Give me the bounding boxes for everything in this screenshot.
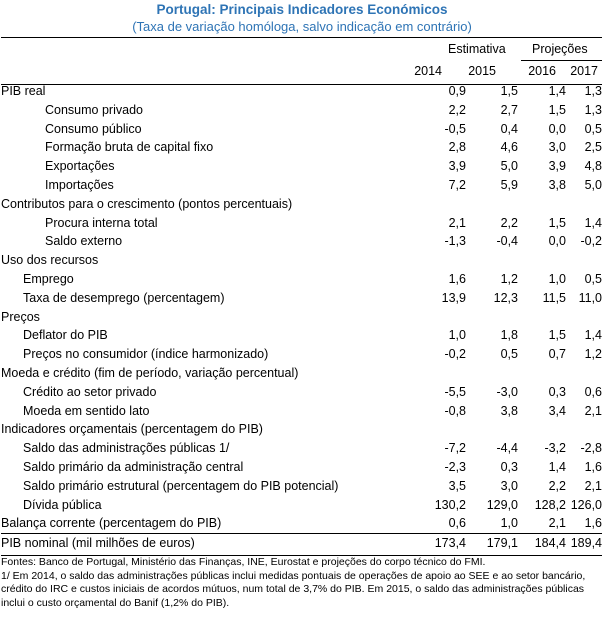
value-2015: -3,0 <box>496 384 518 399</box>
indicators-table <box>1 82 602 553</box>
value-2016: 0,0 <box>548 234 566 249</box>
footnote-sources: Fontes: Banco de Portugal, Ministério das Finanças, INE, Eurostat e projeções do corpo técnico do FMI. <box>1 556 486 568</box>
year-2016: 2016 <box>528 64 556 78</box>
value-2017: -2,8 <box>580 441 602 456</box>
value-2014: -7,2 <box>444 441 466 456</box>
year-2017: 2017 <box>570 64 598 78</box>
value-2015 <box>466 251 518 270</box>
value-2015: 2,2 <box>500 215 518 230</box>
row-label-text: Saldo primário da administração central <box>23 459 244 474</box>
value-2016: 184,4 <box>518 534 566 553</box>
value-2017: 11,0 <box>578 290 602 305</box>
row-label-text: Preços no consumidor (índice harmonizado) <box>23 347 269 362</box>
value-2017: 1,4 <box>584 328 602 343</box>
value-2014: -2,3 <box>444 459 466 474</box>
value-2014: 7,2 <box>448 177 466 192</box>
value-2014: 0,6 <box>448 516 466 531</box>
value-2017 <box>566 364 602 383</box>
value-2017: 126,0 <box>570 497 602 512</box>
value-2017 <box>566 420 602 439</box>
row-label-text: Importações <box>45 177 114 192</box>
row-label-text: Uso dos recursos <box>1 253 99 268</box>
value-2016 <box>518 195 566 214</box>
row-label-text: Formação bruta de capital fixo <box>45 140 214 155</box>
table-row <box>1 308 602 327</box>
row-label <box>1 120 424 139</box>
row-label-text: Consumo público <box>45 121 142 136</box>
value-2017: 189,4 <box>566 534 602 553</box>
value-2016: 1,0 <box>548 271 566 286</box>
row-label <box>1 176 424 195</box>
value-2015: 0,5 <box>500 347 518 362</box>
value-2016: 3,9 <box>548 159 566 174</box>
value-2015: 3,0 <box>500 478 518 493</box>
value-2017: 2,1 <box>584 478 602 493</box>
value-2017: 1,6 <box>584 516 602 531</box>
value-2014: 2,2 <box>448 102 466 117</box>
value-2014: 2,8 <box>448 140 466 155</box>
row-label-text: Dívida pública <box>23 497 102 512</box>
value-2014: -1,3 <box>444 234 466 249</box>
table-row <box>1 82 602 101</box>
value-2015 <box>466 364 518 383</box>
table-row <box>1 270 602 289</box>
value-2014: -0,5 <box>444 121 466 136</box>
value-2017: 1,4 <box>584 215 602 230</box>
value-2014: 13,9 <box>441 290 466 305</box>
value-2016 <box>518 251 566 270</box>
value-2014: 1,6 <box>448 271 466 286</box>
value-2017 <box>566 308 602 327</box>
footnotes <box>1 556 601 610</box>
value-2016: 3,0 <box>548 140 566 155</box>
row-label <box>1 157 424 176</box>
row-label <box>1 270 424 289</box>
value-2016: 1,5 <box>548 102 566 117</box>
table-row <box>1 120 602 139</box>
value-2016: 1,5 <box>548 328 566 343</box>
row-label-text: Deflator do PIB <box>23 328 108 343</box>
value-2015 <box>466 308 518 327</box>
table-row <box>1 477 602 496</box>
table-row <box>1 251 602 270</box>
value-2016: 2,2 <box>548 478 566 493</box>
footnote-1: 1/ Em 2014, o saldo das administrações públicas inclui medidas pontuais de operações de apoio ao SEE e ao setor bancário, crédito do IRC e custos iniciais de acordos mútuos, num total de 3,7% do PIB. Em 2015, o saldo das administrações públicas inclui o custo orçamental do Banif (1,2% do PIB). <box>1 569 586 609</box>
row-label <box>1 420 424 439</box>
value-2016: 1,4 <box>548 84 566 98</box>
row-label-text: Indicadores orçamentais (percentagem do PIB) <box>1 422 263 437</box>
value-2014 <box>424 308 466 327</box>
row-label <box>1 214 424 233</box>
row-label <box>1 232 424 251</box>
table-row <box>1 534 602 553</box>
value-2015: 3,8 <box>500 403 518 418</box>
value-2017: 2,5 <box>584 140 602 155</box>
table-row <box>1 289 602 308</box>
value-2014: 1,0 <box>448 328 466 343</box>
row-label <box>1 82 424 101</box>
value-2014: 0,9 <box>448 84 466 98</box>
table-row <box>1 345 602 364</box>
row-label-text: PIB nominal (mil milhões de euros) <box>1 536 195 551</box>
value-2014: -5,5 <box>444 384 466 399</box>
value-2017: 2,1 <box>584 403 602 418</box>
value-2014: 130,2 <box>434 497 466 512</box>
value-2017: 5,0 <box>584 177 602 192</box>
row-label-text: Moeda em sentido lato <box>23 403 150 418</box>
header-projecoes: Projeções <box>532 42 588 56</box>
table-row <box>1 232 602 251</box>
row-label-text: Procura interna total <box>45 215 158 230</box>
table-row <box>1 101 602 120</box>
row-label <box>1 514 424 533</box>
row-label <box>1 496 424 515</box>
row-label <box>1 477 424 496</box>
table-row <box>1 439 602 458</box>
table-row <box>1 326 602 345</box>
row-label-text: Contributos para o crescimento (pontos percentuais) <box>1 196 293 211</box>
value-2017: -0,2 <box>580 234 602 249</box>
value-2014: 173,4 <box>424 534 466 553</box>
row-label-text: Saldo das administrações públicas 1/ <box>23 441 230 456</box>
value-2014: 2,1 <box>448 215 466 230</box>
row-label <box>1 364 424 383</box>
header-estimativa: Estimativa <box>448 42 506 56</box>
value-2017 <box>566 195 602 214</box>
value-2014: -0,8 <box>444 403 466 418</box>
value-2015: 5,0 <box>500 159 518 174</box>
row-label-text: Emprego <box>23 271 74 286</box>
value-2016: 1,5 <box>548 215 566 230</box>
row-label-text: PIB real <box>1 84 46 98</box>
value-2014 <box>424 420 466 439</box>
row-label <box>1 345 424 364</box>
row-label-text: Moeda e crédito (fim de período, variação percentual) <box>1 365 299 380</box>
value-2017: 1,3 <box>584 102 602 117</box>
row-label <box>1 402 424 421</box>
value-2016: 11,5 <box>542 290 566 305</box>
value-2016: -3,2 <box>544 441 566 456</box>
row-label <box>1 383 424 402</box>
value-2015 <box>466 420 518 439</box>
row-label-text: Exportações <box>45 159 115 174</box>
value-2016 <box>518 364 566 383</box>
value-2015: 1,2 <box>500 271 518 286</box>
table-row <box>1 383 602 402</box>
row-label <box>1 458 424 477</box>
value-2015: 0,3 <box>500 459 518 474</box>
table-row <box>1 402 602 421</box>
table-subtitle: (Taxa de variação homóloga, salvo indicação em contrário) <box>132 19 472 34</box>
value-2014: 3,5 <box>448 478 466 493</box>
value-2015: -0,4 <box>496 234 518 249</box>
value-2014 <box>424 195 466 214</box>
value-2017: 1,6 <box>584 459 602 474</box>
table-row <box>1 176 602 195</box>
value-2017: 1,3 <box>584 84 602 98</box>
value-2017: 0,5 <box>584 121 602 136</box>
value-2014: -0,2 <box>444 347 466 362</box>
table-row <box>1 195 602 214</box>
value-2015: 0,4 <box>500 121 518 136</box>
row-label-text: Balança corrente (percentagem do PIB) <box>1 516 222 531</box>
table-row <box>1 364 602 383</box>
value-2016: 128,2 <box>534 497 566 512</box>
row-label <box>1 251 424 270</box>
value-2016: 2,1 <box>548 516 566 531</box>
value-2016 <box>518 420 566 439</box>
value-2015: 1,5 <box>500 84 518 98</box>
row-label <box>1 289 424 308</box>
projecoes-underline <box>521 60 602 61</box>
value-2015: 1,0 <box>500 516 518 531</box>
value-2017: 0,6 <box>584 384 602 399</box>
row-label <box>1 101 424 120</box>
row-label-text: Saldo externo <box>45 234 123 249</box>
value-2016: 0,3 <box>548 384 566 399</box>
value-2017: 1,2 <box>584 347 602 362</box>
row-label <box>1 326 424 345</box>
row-label <box>1 308 424 327</box>
value-2015: 12,3 <box>493 290 518 305</box>
value-2015: 179,1 <box>466 534 518 553</box>
value-2016: 3,8 <box>548 177 566 192</box>
value-2016 <box>518 308 566 327</box>
value-2015 <box>466 195 518 214</box>
year-2015: 2015 <box>468 64 496 78</box>
value-2015: 1,8 <box>500 328 518 343</box>
year-2014: 2014 <box>414 64 442 78</box>
row-label-text: Saldo primário estrutural (percentagem do PIB potencial) <box>23 478 339 493</box>
row-label <box>1 534 424 553</box>
top-rule <box>1 37 602 38</box>
row-label <box>1 138 424 157</box>
value-2016: 0,7 <box>548 347 566 362</box>
table-row <box>1 214 602 233</box>
value-2016: 3,4 <box>548 403 566 418</box>
table-row <box>1 420 602 439</box>
value-2014: 3,9 <box>448 159 466 174</box>
table-row <box>1 514 602 533</box>
value-2014 <box>424 251 466 270</box>
value-2015: 129,0 <box>486 497 518 512</box>
row-label <box>1 439 424 458</box>
row-label-text: Taxa de desemprego (percentagem) <box>23 290 225 305</box>
table-row <box>1 138 602 157</box>
row-label-text: Preços <box>1 309 40 324</box>
value-2015: -4,4 <box>496 441 518 456</box>
value-2016: 1,4 <box>548 459 566 474</box>
value-2017 <box>566 251 602 270</box>
table-title: Portugal: Principais Indicadores Económicos <box>156 2 448 17</box>
value-2014 <box>424 364 466 383</box>
value-2017: 4,8 <box>584 159 602 174</box>
table-row <box>1 496 602 515</box>
value-2016: 0,0 <box>548 121 566 136</box>
value-2015: 5,9 <box>500 177 518 192</box>
table-row <box>1 157 602 176</box>
value-2015: 4,6 <box>500 140 518 155</box>
value-2017: 0,5 <box>584 271 602 286</box>
value-2015: 2,7 <box>500 102 518 117</box>
row-label-text: Consumo privado <box>45 102 143 117</box>
row-label-text: Crédito ao setor privado <box>23 384 157 399</box>
row-label <box>1 195 424 214</box>
table-row <box>1 458 602 477</box>
